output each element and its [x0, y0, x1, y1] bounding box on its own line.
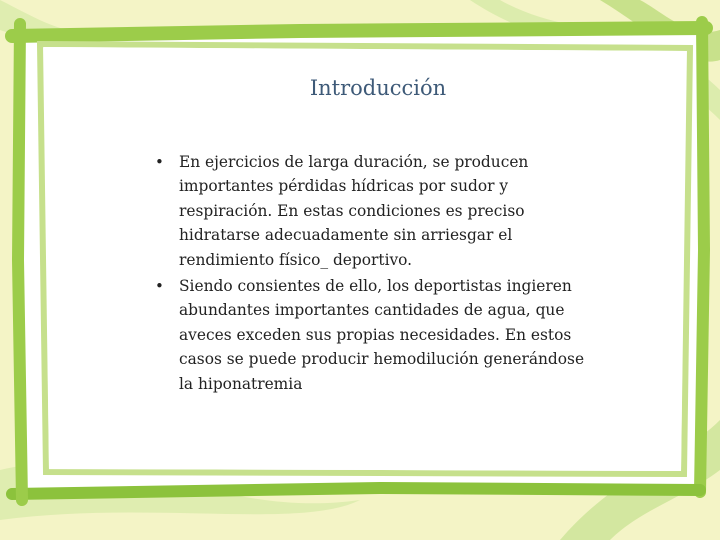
bullet-text: En ejercicios de larga duración, se producen importantes pérdidas hídricas por sudor y respiración. En estas condiciones es preciso hidratarse adecuadamente sin arriesgar el rendimiento físico_ deportivo.	[179, 153, 529, 269]
bullet-item-hyponatremia	[152, 274, 602, 396]
bullet-marker: •	[155, 153, 164, 171]
bullet-marker: •	[155, 277, 164, 296]
slide-title: Introducción	[309, 76, 447, 100]
bullet-list	[152, 150, 602, 396]
bullet-text: Siendo consientes de ello, los deportistas ingieren abundantes importantes cantidades de agua, que aveces exceden sus propias necesidades. En estos casos se puede producir hemodilución generándose la hiponatremia	[179, 277, 585, 393]
bullet-item-hydration-losses	[152, 150, 602, 272]
